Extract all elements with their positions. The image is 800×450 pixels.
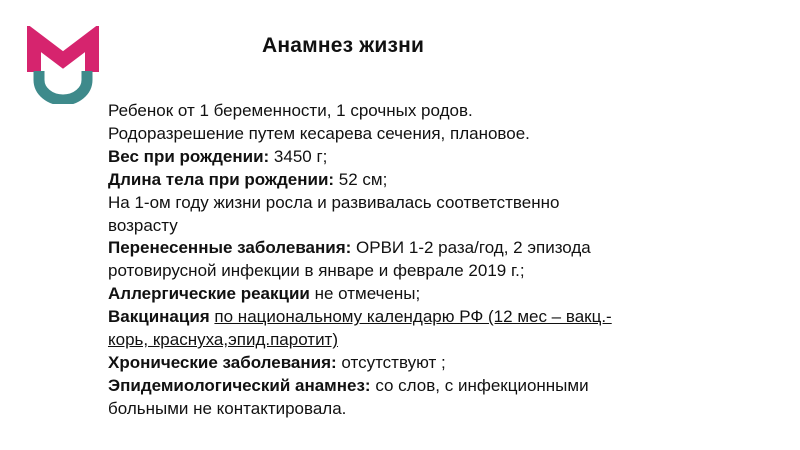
line-text: возрасту <box>108 215 178 235</box>
field-label: Длина тела при рождении: <box>108 169 335 189</box>
field-value: со слов, с инфекционными <box>370 375 589 395</box>
field-label: Вакцинация <box>108 307 210 327</box>
logo-m-shape <box>34 38 92 72</box>
line-text: Ребенок от 1 беременности, 1 срочных родов. <box>108 101 473 120</box>
field-value: 52 см; <box>334 169 388 189</box>
field-value: 3450 г; <box>269 146 328 166</box>
line-text: Родоразрешение путем кесарева сечения, плановое. <box>108 123 530 143</box>
text-line <box>108 352 748 375</box>
text-line <box>108 169 748 192</box>
anamnesis-text <box>108 100 748 421</box>
text-line <box>108 260 748 283</box>
text-line <box>108 329 748 352</box>
line-text: больными не контактировала. <box>108 398 347 418</box>
text-line <box>108 123 748 146</box>
logo-u-shape <box>39 71 87 100</box>
line-text: ротовирусной инфекции в январе и феврале 2019 г.; <box>108 261 525 281</box>
text-line <box>108 146 748 169</box>
field-label: Хронические заболевания: <box>108 352 337 372</box>
text-line <box>108 100 748 123</box>
field-label: Эпидемиологический анамнез: <box>108 375 371 395</box>
field-label: Аллергические реакции <box>108 284 310 304</box>
vaccination-schedule-link[interactable]: по национальному календарю РФ (12 мес – вакц.- <box>214 307 612 327</box>
field-value: не отмечены; <box>309 284 421 304</box>
text-line <box>108 215 748 238</box>
field-label: Вес при рождении: <box>108 146 270 166</box>
vaccination-schedule-link-continued[interactable]: корь, краснуха,эпид.паротит) <box>108 330 339 350</box>
line-text: На 1-ом году жизни росла и развивалась соответственно <box>108 192 560 212</box>
text-line <box>108 398 748 421</box>
text-line <box>108 237 748 260</box>
text-line <box>108 192 748 215</box>
text-line <box>108 375 748 398</box>
page-title: Анамнез жизни <box>262 34 425 57</box>
text-line <box>108 283 748 306</box>
field-value: отсутствуют ; <box>336 352 446 372</box>
university-logo-icon <box>26 26 100 104</box>
field-label: Перенесенные заболевания: <box>108 238 352 258</box>
field-value: ОРВИ 1-2 раза/год, 2 эпизода <box>351 238 591 258</box>
text-line <box>108 306 748 329</box>
